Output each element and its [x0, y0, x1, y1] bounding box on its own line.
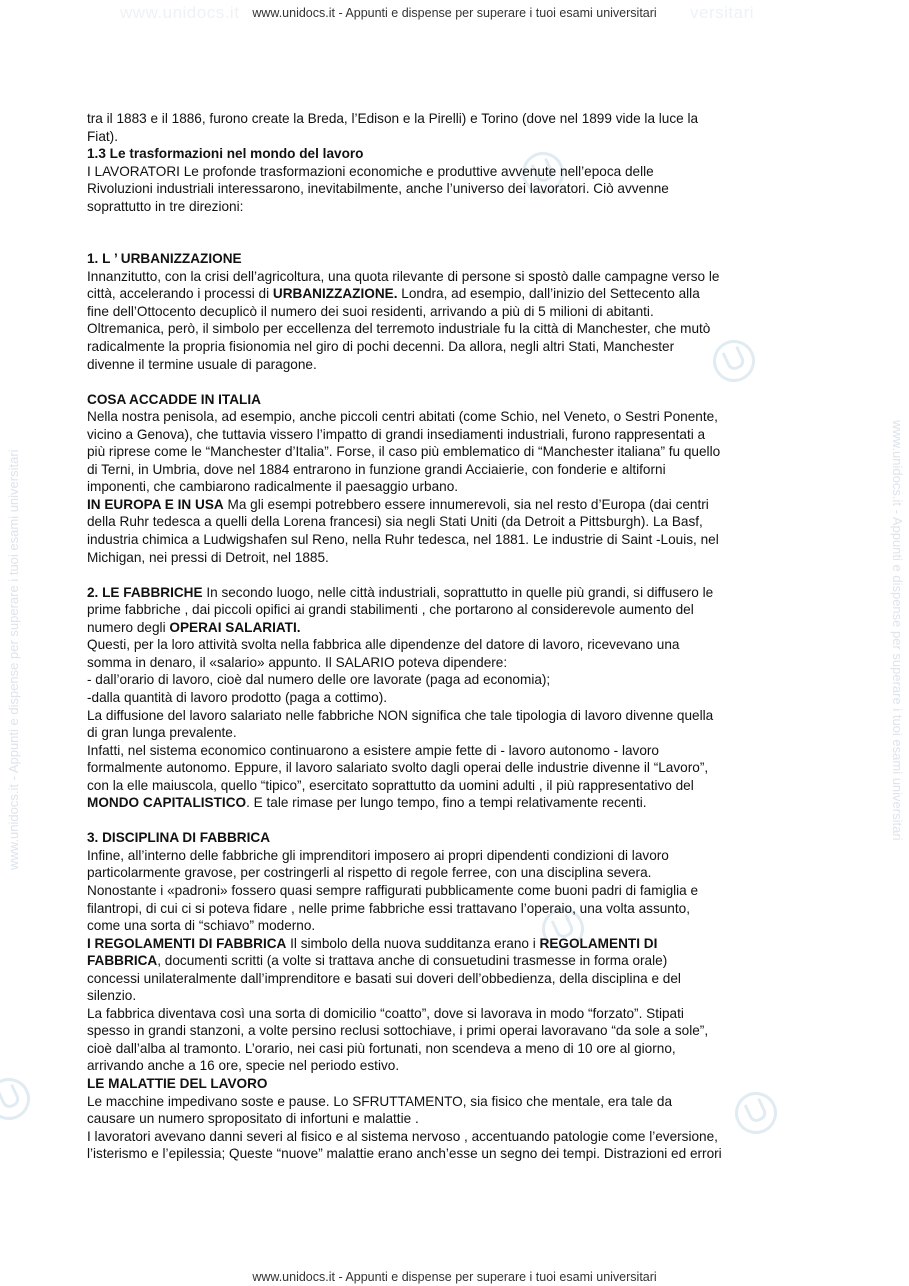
text-line: radicalmente la propria fisionomia nel giro di pochi decenni. Da allora, negli altri Stati, Manchester	[87, 339, 675, 355]
text-line: Oltremanica, però, il simbolo per eccellenza del terremoto industriale fu la città di Manchester, che mutò	[87, 321, 711, 337]
text-line: soprattutto in tre direzioni:	[87, 198, 244, 214]
text-line: somma in denaro, il «salario» appunto. Il SALARIO poteva dipendere:	[87, 654, 508, 670]
text-line: Michigan, nei pressi di Detroit, nel 1885.	[87, 549, 329, 565]
text-line: più riprese come le “Manchester d’Italia”. Forse, il caso più emblematico di “Manchester italiana” fu quello	[87, 444, 721, 460]
text-line: Innanzitutto, con la crisi dell’agricoltura, una quota rilevante di persone si spostò dalle campagne verso le	[87, 268, 720, 284]
heading-malattie: LE MALATTIE DEL LAVORO	[87, 1075, 268, 1091]
text-span: , documenti scritti (a volte si trattava anche di consuetudini trasmesse in forma orale)	[157, 953, 668, 969]
text-line: Nonostante i «padroni» fossero quasi sempre raffigurati pubblicamente come buoni padri di famiglia e	[87, 882, 699, 898]
keyword-operai-salariati: OPERAI SALARIATI.	[169, 619, 301, 635]
page-footer[interactable]: www.unidocs.it - Appunti e dispense per superare i tuoi esami universitari	[252, 1270, 657, 1284]
text-line: Questi, per la loro attività svolta nella fabbrica alle dipendenze del datore di lavoro, ricevevano una	[87, 637, 680, 653]
text-line	[87, 794, 802, 812]
text-line: cioè dall’alba al tramonto. L’orario, nei casi più fortunati, non scendeva a meno di 10 ore al giorno,	[87, 1040, 676, 1056]
keyword-mondo-capitalistico: MONDO CAPITALISTICO	[87, 795, 247, 811]
page-header[interactable]: www.unidocs.it - Appunti e dispense per superare i tuoi esami universitari	[252, 6, 657, 20]
section-title: 1.3 Le trasformazioni nel mondo del lavoro	[87, 146, 364, 162]
text-line: Fiat).	[87, 128, 118, 144]
text-line: l’isterismo e l’epilessia; Queste “nuove” malattie erano anch’esse un segno dei tempi. Distrazioni ed errori	[87, 1146, 722, 1162]
text-span: numero degli	[87, 619, 170, 635]
text-line: I LAVORATORI Le profonde trasformazioni economiche e produttive avvenute nell’epoca delle	[87, 163, 654, 179]
text-line: tra il 1883 e il 1886, furono create la Breda, l’Edison e la Pirelli) e Torino (dove nel 1899 vide la luce la	[87, 111, 699, 126]
text-line	[87, 584, 802, 602]
text-line	[87, 935, 802, 953]
text-line: I lavoratori avevano danni severi al fisico e al sistema nervoso , accentuando patologie come l’eversione,	[87, 1128, 718, 1144]
text-line: Le macchine impedivano soste e pause. Lo SFRUTTAMENTO, sia fisico che mentale, era tale da	[87, 1093, 673, 1109]
text-line: imponenti, che cambiarono radicalmente il paesaggio urbano.	[87, 479, 459, 495]
text-line: divenne il termine usuale di paragone.	[87, 356, 317, 372]
text-line: arrivando anche a 16 ore, specie nel periodo estivo.	[87, 1058, 400, 1074]
text-line: industria chimica a Ludwigshafen sul Reno, nella Ruhr tedesca, nel 1881. Le industrie di Saint -Louis, nel	[87, 532, 719, 548]
text-line: Infine, all’interno delle fabbriche gli imprenditori imposero ai propri dipendenti condizioni di lavoro	[87, 847, 669, 863]
text-span: Ma gli esempi potrebbero essere innumerevoli, sia nel resto d’Europa (dai centri	[223, 496, 709, 512]
text-line: formalmente autonomo. Eppure, il lavoro salariato svolto dagli operai delle industrie divenne il “Lavoro”,	[87, 760, 709, 776]
text-span: Londra, ad esempio, dall’inizio del Settecento alla	[397, 286, 700, 302]
watermark-top-text: www.unidocs.it	[120, 3, 240, 22]
keyword-fabbrica: FABBRICA	[87, 953, 158, 969]
text-line: silenzio.	[87, 988, 137, 1004]
watermark-top-right-text: versitari	[690, 3, 755, 22]
watermark-side-right: www.unidocs.it - Appunti e dispense per superare i tuoi esami universitari	[890, 420, 905, 841]
heading-europa-usa: IN EUROPA E IN USA	[87, 496, 224, 512]
text-line: concessi unilateralmente dall’imprenditore e basati sui doveri dell’obbedienza, della disciplina e del	[87, 970, 681, 986]
text-line: con la elle maiuscola, quello “tipico”, esercitato soprattutto da uomini adulti , il più rappresentativo del	[87, 777, 694, 793]
text-line: come una sorta di “schiavo” moderno.	[87, 918, 316, 934]
heading-regolamenti: I REGOLAMENTI DI FABBRICA	[87, 935, 287, 951]
heading-fabbriche: 2. LE FABBRICHE	[87, 584, 203, 600]
text-line: vicino a Genova), che tuttavia vissero l’impatto di grandi insediamenti industriali, furono rappresentati a	[87, 426, 706, 442]
text-line	[87, 952, 802, 970]
text-line: Nella nostra penisola, ad esempio, anche piccoli centri abitati (come Schio, nel Veneto, o Sestri Ponente,	[87, 409, 718, 425]
list-item: - dall’orario di lavoro, cioè dal numero delle ore lavorate (paga ad economia);	[87, 672, 551, 688]
heading-urbanizzazione: 1. L ’ URBANIZZAZIONE	[87, 251, 242, 267]
list-item: -dalla quantità di lavoro prodotto (paga a cottimo).	[87, 689, 387, 705]
text-span: Il simbolo della nuova sudditanza erano i	[286, 935, 540, 951]
text-line: particolarmente gravose, per costringerli al rispetto di regole ferree, con una disciplina severa.	[87, 865, 652, 881]
text-line	[87, 285, 802, 303]
text-line: Infatti, nel sistema economico continuarono a esistere ampie fette di - lavoro autonomo - lavoro	[87, 742, 659, 758]
keyword-urbanizzazione: URBANIZZAZIONE.	[272, 286, 398, 302]
text-line: filantropi, di cui ci si poteva fidare , nelle prime fabbriche essi trattavano l’operaio, una volta assunto,	[87, 900, 690, 916]
heading-disciplina: 3. DISCIPLINA DI FABBRICA	[87, 830, 271, 846]
keyword-regolamenti: REGOLAMENTI DI	[539, 935, 658, 951]
text-line: della Ruhr tedesca a quelli della Lorena francesi) sia negli Stati Uniti (da Detroit a Pittsburgh). La Basf,	[87, 514, 703, 530]
text-line: di Terni, in Umbria, dove nel 1884 entrarono in funzione grandi Acciaierie, con fonderie e altiforni	[87, 461, 666, 477]
text-line	[87, 619, 802, 637]
text-line: Rivoluzioni industriali interessarono, inevitabilmente, anche l’universo dei lavoratori. Ciò avvenne	[87, 181, 669, 197]
text-line: prime fabbriche , dai piccoli opifici ai grandi stabilimenti , che portarono al considerevole aumento del	[87, 602, 694, 618]
text-span: In secondo luogo, nelle città industriali, soprattutto in quelle più grandi, si diffusero le	[202, 584, 714, 600]
text-line: spesso in grandi stanzoni, a volte persino reclusi sottochiave, i primi operai lavoravano “da sole a sole”,	[87, 1023, 709, 1039]
text-span: città, accelerando i processi di	[87, 286, 273, 302]
text-line: La diffusione del lavoro salariato nelle fabbriche NON significa che tale tipologia di lavoro divenne quella	[87, 707, 714, 723]
watermark-side-left: www.unidocs.it - Appunti e dispense per superare i tuoi esami universitari	[6, 449, 21, 870]
unidocs-logo-icon	[0, 1071, 37, 1127]
text-line: causare un numero spropositato di infortuni e malattie .	[87, 1111, 419, 1127]
text-line	[87, 496, 802, 514]
document-body	[87, 110, 802, 1163]
text-span: . E tale rimase per lungo tempo, fino a tempi relativamente recenti.	[246, 795, 647, 811]
text-line: La fabbrica diventava così una sorta di domicilio “coatto”, dove si lavorava in modo “forzato”. Stipati	[87, 1005, 684, 1021]
text-line: fine dell’Ottocento decuplicò il numero dei suoi residenti, arrivando a più di 5 milioni di abitanti.	[87, 303, 654, 319]
text-line: di gran lunga prevalente.	[87, 725, 237, 741]
heading-italia: COSA ACCADDE IN ITALIA	[87, 391, 261, 407]
